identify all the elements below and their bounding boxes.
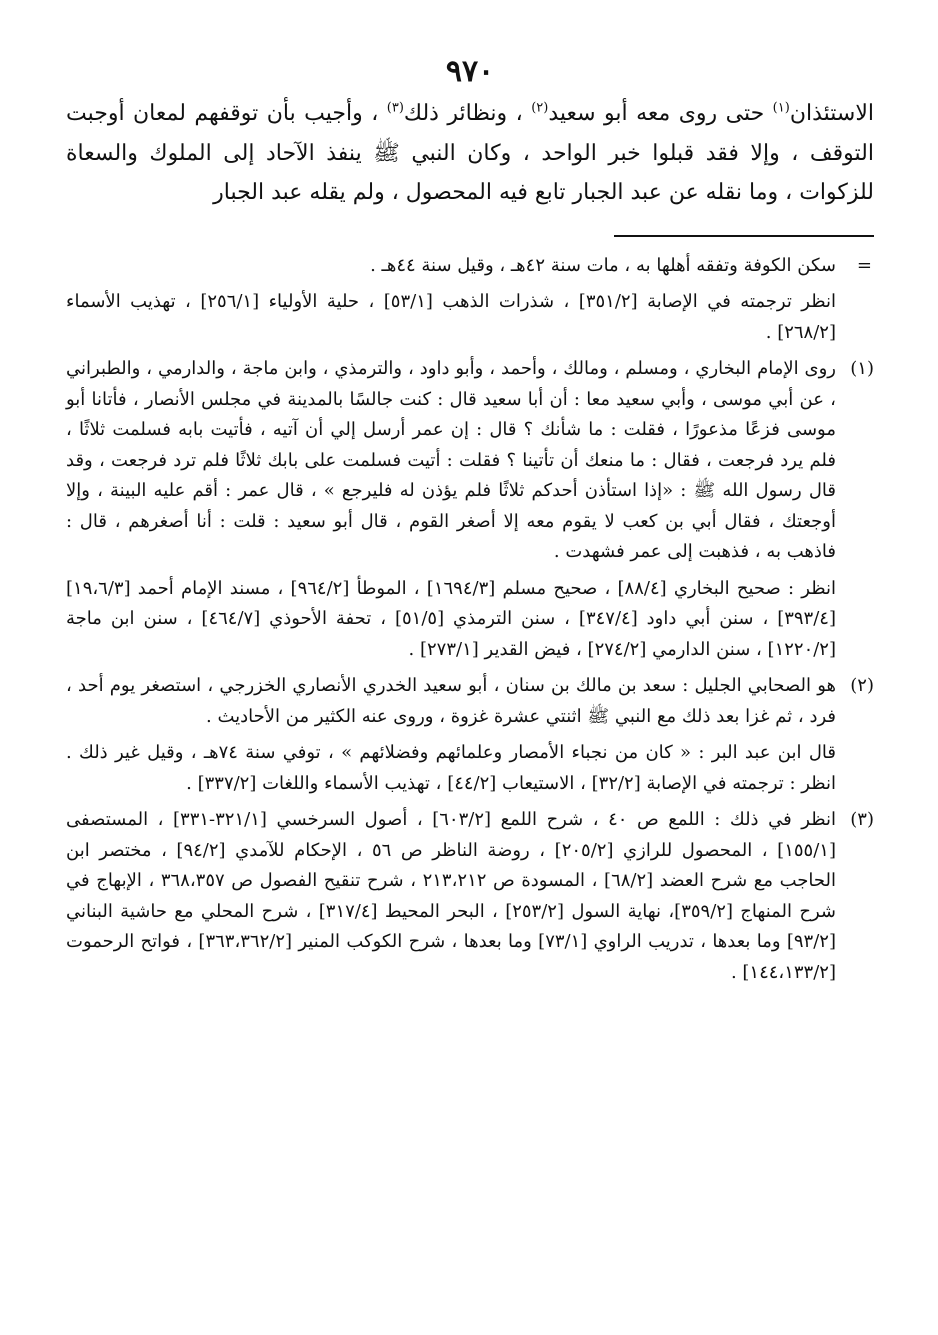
footnote-text: انظر في ذلك : اللمع ص ٤٠ ، شرح اللمع [٦٠٣/٢] ، أصول السرخسي [٣٢١/١-٣٣١] ، المستصفى [١٥٥/١] ، المحصول للرازي [٢٠٥/٢] ، روضة الناظر ص ٥٦ ، الإحكام للآمدي [٩٤/٢] ، مختصر ابن الحاجب مع شرح العضد [٦٨/٢] ، المسودة ص ٢١٣،٢١٢ ، شرح تنقيح الفصول ص ٣٦٨،٣٥٧ ، الإبهاج في شرح المنهاج [٣٥٩/٢]، نهاية السول [٢٥٣/٢] ، البحر المحيط [٣١٧/٤] ، شرح المحلي مع حاشية البناني [٩٣/٢] وما بعدها ، تدريب الراوي [٧٣/١] وما بعدها ، شرح الكوكب المنير [٣٦٣،٣٦٢/٢] ، فواتح الرحموت [١٤٤،١٣٣/٢] . [66,809,836,983]
main-text [66,94,874,213]
footnote-1 [66,354,874,665]
footnote-continuation [66,251,874,349]
main-text-segment: الاستئذان [789,101,874,126]
book-page [66,52,874,994]
footnote-3 [66,805,874,988]
page-number: ٩٧٠ [445,54,495,89]
main-text-segment: ، وأجيب بأن توقفهم لمعان أوجبت التوقف ، وإلا فقد قبلوا خبر الواحد ، وكان النبي ﷺ ينفذ الآحاد إلى الملوك والسعاة للزكوات ، وما نقله عن عبد الجبار تابع فيه المحصول ، ولم يقله عبد الجبار [66,101,874,205]
footnote-text: سكن الكوفة وتفقه أهلها به ، مات سنة ٤٢هـ ، وقيل سنة ٤٤هـ . [370,254,836,276]
footnote-text: روى الإمام البخاري ، ومسلم ، ومالك ، وأحمد ، وأبو داود ، والترمذي ، وابن ماجة ، والدارمي ، والطبراني ، عن أبي موسى ، وأبي سعيد معا : أن أبا سعيد قال : كنت جالسًا بالمدينة في مجلس الأنصار ، فأتانا أبو موسى فزعًا مذعورًا ، فقلت : ما شأنك ؟ قال : إن عمر أرسل إلي أن آتيه ، فأتيت بابه فسلمت ثلاثًا ، فلم يرد فرجعت ، فقال : ما منعك أن تأتينا ؟ فقلت : أتيت فسلمت على بابك ثلاثًا فلم ترد فرجعت ، وقد قال رسول الله ﷺ : «إذا استأذن أحدكم ثلاثًا فلم يؤذن له فليرجع » ، قال عمر : أقم عليه البينة ، وإلا أوجعتك ، فقال أبي بن كعب لا يقوم معه إلا أصغر القوم ، قال أبو سعيد : قلت : أنا أصغرهم ، قال : فاذهب به ، فذهبت إلى عمر فشهدت . [66,358,836,562]
footnote-separator [614,235,874,237]
main-text-segment: ، ونظائر ذلك [403,101,523,126]
footnote-2 [66,671,874,799]
footnotes [66,251,874,989]
footnote-sources: انظر ترجمته في الإصابة [٣٥١/٢] ، شذرات الذهب [٥٣/١] ، حلية الأولياء [٢٥٦/١] ، تهذيب الأسماء [٢٦٨/٢] . [66,291,837,343]
footnote-number: (١) [850,358,874,379]
footnote-ref-2: (٢) [531,100,549,116]
footnote-sources: انظر : صحيح البخاري [٨٨/٤] ، صحيح مسلم [١٦٩٤/٣] ، الموطأ [٩٦٤/٢] ، مسند الإمام أحمد [١٩،٦/٣] [٣٩٣/٤] ، سنن أبي داود [٣٤٧/٤] ، سنن الترمذي [٥١/٥] ، تحفة الأحوذي [٤٦٤/٧] ، سنن ابن ماجة [١٢٢٠/٢] ، سنن الدارمي [٢٧٤/٢] ، فيض القدير [٢٧٣/١] . [66,577,837,660]
continuation-mark: = [856,254,872,276]
footnote-ref-3: (٣) [386,100,404,116]
footnote-sources: قال ابن عبد البر : « كان من نجباء الأمصار وعلمائهم وفضلائهم » ، توفي سنة ٧٤هـ ، وقيل غير ذلك . انظر : ترجمته في الإصابة [٣٢/٢] ، الاستيعاب [٤٤/٢] ، تهذيب الأسماء واللغات [٣٣٧/٢] . [66,742,836,794]
main-text-segment: حتى روى معه أبو سعيد [548,101,765,126]
footnote-number: (٣) [850,809,874,830]
footnote-number: (٢) [850,675,874,696]
footnote-text: هو الصحابي الجليل : سعد بن مالك بن سنان ، أبو سعيد الخدري الأنصاري الخزرجي ، استصغر يوم أحد ، فرد ، ثم غزا بعد ذلك مع النبي ﷺ اثنتي عشرة غزوة ، وروى عنه الكثير من الأحاديث . [66,675,836,727]
footnote-ref-1: (١) [772,100,790,116]
